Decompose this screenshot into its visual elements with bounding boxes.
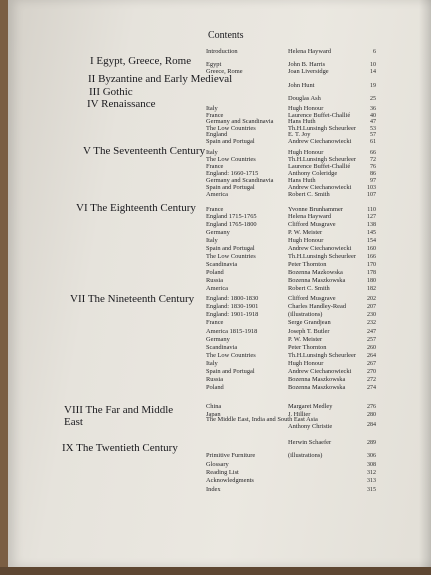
entry-author: Anthony Coleridge: [288, 170, 338, 177]
entry-label: England: [206, 131, 228, 138]
entry-author: Peter Thornton: [288, 261, 327, 268]
entry-label: Italy: [206, 237, 218, 244]
entry-author: Robert C. Smith: [288, 191, 330, 198]
entry-author: Clifford Musgrave: [288, 295, 336, 302]
entry-label: Egypt: [206, 61, 222, 68]
entry-label: America 1815-1918: [206, 328, 258, 335]
entry-author: Bozenna Maszkowska: [288, 376, 346, 383]
section-heading: VII The Nineteenth Century: [70, 293, 195, 305]
entry-page-number: 180: [367, 278, 376, 284]
entry-author: Joan Liversidge: [288, 68, 329, 75]
entry-label: Germany and Scandinavia: [206, 177, 274, 184]
entry-page-number: 110: [367, 207, 376, 213]
entry-author: Helena Hayward: [288, 213, 332, 220]
entry-label: England 1715-1765: [206, 213, 257, 220]
entry-author: Th.H.Lunsingh Scheurleer: [288, 125, 356, 132]
entry-page-number: 289: [367, 440, 376, 446]
entry-author: Hugh Honour: [288, 360, 324, 367]
wooden-floor: [0, 567, 431, 575]
entry-page-number: 207: [367, 304, 376, 310]
entry-label: Germany and Scandinavia: [206, 118, 274, 125]
entry-author: Hugh Honour: [288, 149, 324, 156]
entry-page-number: 170: [367, 262, 376, 268]
entry-label: Russia: [206, 376, 224, 383]
entry-author: Andrew Ciechanowiecki: [288, 138, 352, 145]
entry-page-number: 72: [370, 157, 376, 163]
entry-page-number: 14: [370, 69, 376, 75]
section-heading: IV Renaissance: [87, 98, 156, 110]
entry-page-number: 274: [367, 385, 376, 391]
entry-page-number: 66: [370, 150, 376, 156]
entry-label: Glossary: [206, 461, 229, 468]
entry-label: England: 1830-1901: [206, 303, 259, 310]
entry-author: Helena Hayward: [288, 48, 332, 55]
entry-page-number: 312: [367, 470, 376, 476]
entry-author: J. Hillier: [288, 411, 311, 418]
entry-author: Hans Huth: [288, 118, 316, 125]
entry-page-number: 280: [367, 412, 376, 418]
entry-author: Margaret Medley: [288, 403, 333, 410]
book-page: [8, 0, 431, 567]
entry-label: England: 1800-1830: [206, 295, 259, 302]
section-heading: V The Seventeenth Century: [83, 145, 206, 157]
entry-page-number: 36: [370, 106, 376, 112]
entry-author: (illustrations): [288, 452, 323, 459]
entry-author: (illustrations): [288, 311, 323, 318]
entry-author: Serge Grandjean: [288, 319, 331, 326]
entry-label: Russia: [206, 277, 224, 284]
entry-author: Bozenna Maszkowska: [288, 277, 346, 284]
entry-author: Laurence Buffet-Challié: [288, 112, 351, 119]
entry-page-number: 57: [370, 132, 376, 138]
entry-page-number: 127: [367, 214, 376, 220]
entry-page-number: 267: [367, 361, 376, 367]
section-heading: VI The Eighteenth Century: [76, 202, 196, 214]
entry-page-number: 276: [367, 404, 376, 410]
entry-label: France: [206, 112, 224, 119]
entry-label: Scandinavia: [206, 261, 238, 268]
entry-label: Primitive Furniture: [206, 452, 256, 459]
entry-author: Herwin Schaefer: [288, 439, 332, 446]
entry-page-number: 76: [370, 164, 376, 170]
entry-author: Bozenna Mazkowska: [288, 269, 343, 276]
entry-label: Spain and Portugal: [206, 184, 255, 191]
section-heading: IX The Twentieth Century: [62, 442, 178, 454]
entry-page-number: 313: [367, 478, 376, 484]
entry-page-number: 97: [370, 178, 376, 184]
entry-label: Germany: [206, 336, 230, 343]
entry-label: France: [206, 206, 224, 213]
entry-label: The Low Countries: [206, 253, 256, 260]
entry-label: France: [206, 163, 224, 170]
entry-author: Andrew Ciechanowiecki: [288, 368, 352, 375]
entry-author: Hugh Honour: [288, 105, 324, 112]
entry-label: Italy: [206, 360, 218, 367]
entry-page-number: 232: [367, 320, 376, 326]
entry-page-number: 308: [367, 462, 376, 468]
entry-page-number: 272: [367, 377, 376, 383]
entry-label: The Low Countries: [206, 156, 256, 163]
entry-author: Anthony Christie: [288, 423, 333, 430]
entry-page-number: 6: [373, 49, 376, 55]
entry-page-number: 154: [367, 238, 376, 244]
entry-page-number: 145: [367, 230, 376, 236]
entry-author: E. T. Joy: [288, 131, 311, 138]
entry-page-number: 306: [367, 453, 376, 459]
entry-label: Spain and Portugal: [206, 245, 255, 252]
entry-page-number: 40: [370, 113, 376, 119]
entry-label: China: [206, 403, 222, 410]
entry-label: Japan: [206, 411, 221, 418]
contents-title: Contents: [208, 30, 244, 41]
entry-label: France: [206, 319, 224, 326]
entry-page-number: 103: [367, 185, 376, 191]
entry-author: Robert C. Smith: [288, 285, 330, 292]
entry-author: Andrew Ciechanowiecki: [288, 184, 352, 191]
entry-author: Bozenna Maszkowska: [288, 384, 346, 391]
entry-label: Poland: [206, 384, 224, 391]
entry-author: John Hunt: [288, 82, 315, 89]
entry-label: Spain and Portugal: [206, 138, 255, 145]
entry-label: England 1765-1800: [206, 221, 257, 228]
entry-page-number: 284: [367, 422, 376, 428]
entry-author: Th.H.Lunsingh Scheurleer: [288, 253, 356, 260]
entry-label: Scandinavia: [206, 344, 238, 351]
entry-author: Hugh Honour: [288, 237, 324, 244]
entry-label: The Low Countries: [206, 352, 256, 359]
entry-author: Yvonne Brunhammer: [288, 206, 343, 213]
entry-label: England: 1660-1715: [206, 170, 259, 177]
entry-page-number: 19: [370, 83, 376, 89]
entry-label: Greece, Rome: [206, 68, 243, 75]
entry-author: Douglas Ash: [288, 95, 321, 102]
entry-author: P. W. Meister: [288, 229, 323, 236]
entry-label: The Low Countries: [206, 125, 256, 132]
entry-author: Charles Handley-Read: [288, 303, 347, 310]
entry-label: America: [206, 191, 228, 198]
entry-author: John B. Harris: [288, 61, 326, 68]
section-heading: III Gothic: [89, 86, 133, 98]
entry-page-number: 86: [370, 171, 376, 177]
entry-author: Clifford Musgrave: [288, 221, 336, 228]
entry-label: Germany: [206, 229, 230, 236]
entry-label: The Middle East, India and South East Asia: [206, 416, 318, 423]
section-heading: VIII The Far and Middle East: [64, 404, 174, 429]
entry-label: America: [206, 285, 228, 292]
entry-author: Th.H.Lunsingh Scheurleer: [288, 156, 356, 163]
entry-author: P. W. Meister: [288, 336, 323, 343]
entry-label: Introduction: [206, 48, 238, 55]
entry-page-number: 260: [367, 345, 376, 351]
entry-page-number: 107: [367, 192, 376, 198]
entry-page-number: 25: [370, 96, 376, 102]
entry-author: Joseph T. Butler: [288, 328, 330, 335]
entry-label: Index: [206, 486, 221, 493]
entry-page-number: 202: [367, 296, 376, 302]
entry-page-number: 264: [367, 353, 376, 359]
entry-label: Acknowledgments: [206, 477, 254, 484]
entry-page-number: 53: [370, 126, 376, 132]
entry-page-number: 182: [367, 286, 376, 292]
entry-label: Italy: [206, 149, 218, 156]
entry-page-number: 10: [370, 62, 376, 68]
entry-author: Laurence Buffet-Challié: [288, 163, 351, 170]
entry-page-number: 315: [367, 487, 376, 493]
entry-page-number: 138: [367, 222, 376, 228]
entry-page-number: 230: [367, 312, 376, 318]
entry-author: Andrew Ciechanowiecki: [288, 245, 352, 252]
entry-label: Poland: [206, 269, 224, 276]
entry-author: Peter Thornton: [288, 344, 327, 351]
entry-page-number: 247: [367, 329, 376, 335]
section-heading: I Egypt, Greece, Rome: [90, 55, 192, 67]
entry-page-number: 160: [367, 246, 376, 252]
entry-label: England: 1901-1918: [206, 311, 259, 318]
section-heading: II Byzantine and Early Medieval: [88, 73, 233, 85]
entry-page-number: 270: [367, 369, 376, 375]
entry-page-number: 166: [367, 254, 376, 260]
entry-author: Hans Huth: [288, 177, 316, 184]
entry-page-number: 61: [370, 139, 376, 145]
entry-author: Th.H.Lunsingh Scheurleer: [288, 352, 356, 359]
entry-page-number: 178: [367, 270, 376, 276]
entry-label: Italy: [206, 105, 218, 112]
entry-page-number: 257: [367, 337, 376, 343]
entry-page-number: 47: [370, 119, 376, 125]
entry-label: Reading List: [206, 469, 239, 476]
entry-label: Spain and Portugal: [206, 368, 255, 375]
